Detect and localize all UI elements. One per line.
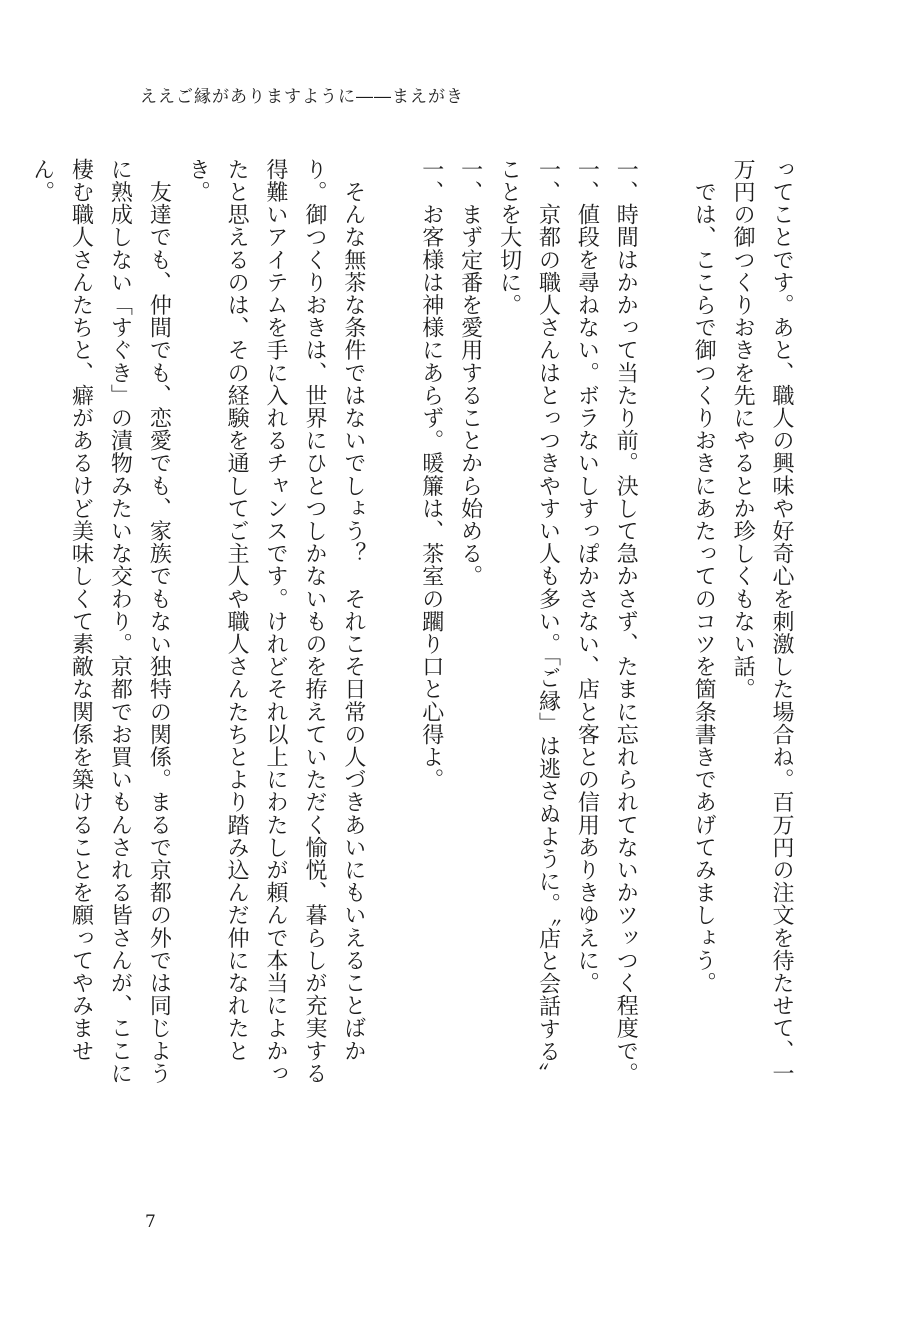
running-head: ええご縁がありますように――まえがき — [140, 87, 464, 107]
page-number: 7 — [145, 1212, 156, 1232]
list-item: 一、まず定番を愛用することから始める。 — [457, 158, 483, 588]
body-text — [29, 158, 800, 1098]
blank-line — [372, 158, 411, 1098]
list-item: 一、お客様は神様にあらず。暖簾は、茶室の躙り口と心得よ。 — [418, 158, 444, 791]
list-item: 一、時間はかかって当たり前。決して急かさず、たまに忘れられてないかツッつく程度で。 — [613, 158, 639, 1085]
paragraph: 友達でも、仲間でも、恋愛でも、家族でもない独特の関係。まるで京都の外では同じように熟成しない「すぐき」の漬物みたいな交わり。京都でお買いもんされる皆さんが、ここに棲む職人さんたちと、癖があるけど美味しくて素敵な関係を築けることを願ってやみません。 — [29, 158, 172, 1085]
blank-line — [644, 158, 683, 1098]
list-item: 一、値段を尋ねない。ボラないしすっぽかさない、店と客との信用ありきゆえに。 — [574, 158, 600, 995]
paragraph: ってことです。あと、職人の興味や好奇心を刺激した場合ね。百万円の注文を待たせて、一万円の御つくりおきを先にやるとか珍しくもない話。 — [730, 158, 794, 1085]
list-item: 一、京都の職人さんはとっつきやすい人も多い。「ご縁」は逃さぬように。〝店と会話する〟ことを大切に。 — [496, 158, 561, 1086]
paragraph: そんな無茶な条件ではないでしょう？ それこそ日常の人づきあいにもいえることばかり。御つくりおきは、世界にひとつしかないものを拵えていただく愉悦、暮らしが充実する得難いアイテムを手に入れるチャンスです。けれどそれ以上にわたしが頼んで本当によかったと思えるのは、その経験を通してご主人や職人さんたちとより踏み込んだ仲になれたとき。 — [185, 158, 366, 1085]
paragraph: では、ここらで御つくりおきにあたってのコツを箇条書きであげてみましょう。 — [691, 158, 717, 995]
